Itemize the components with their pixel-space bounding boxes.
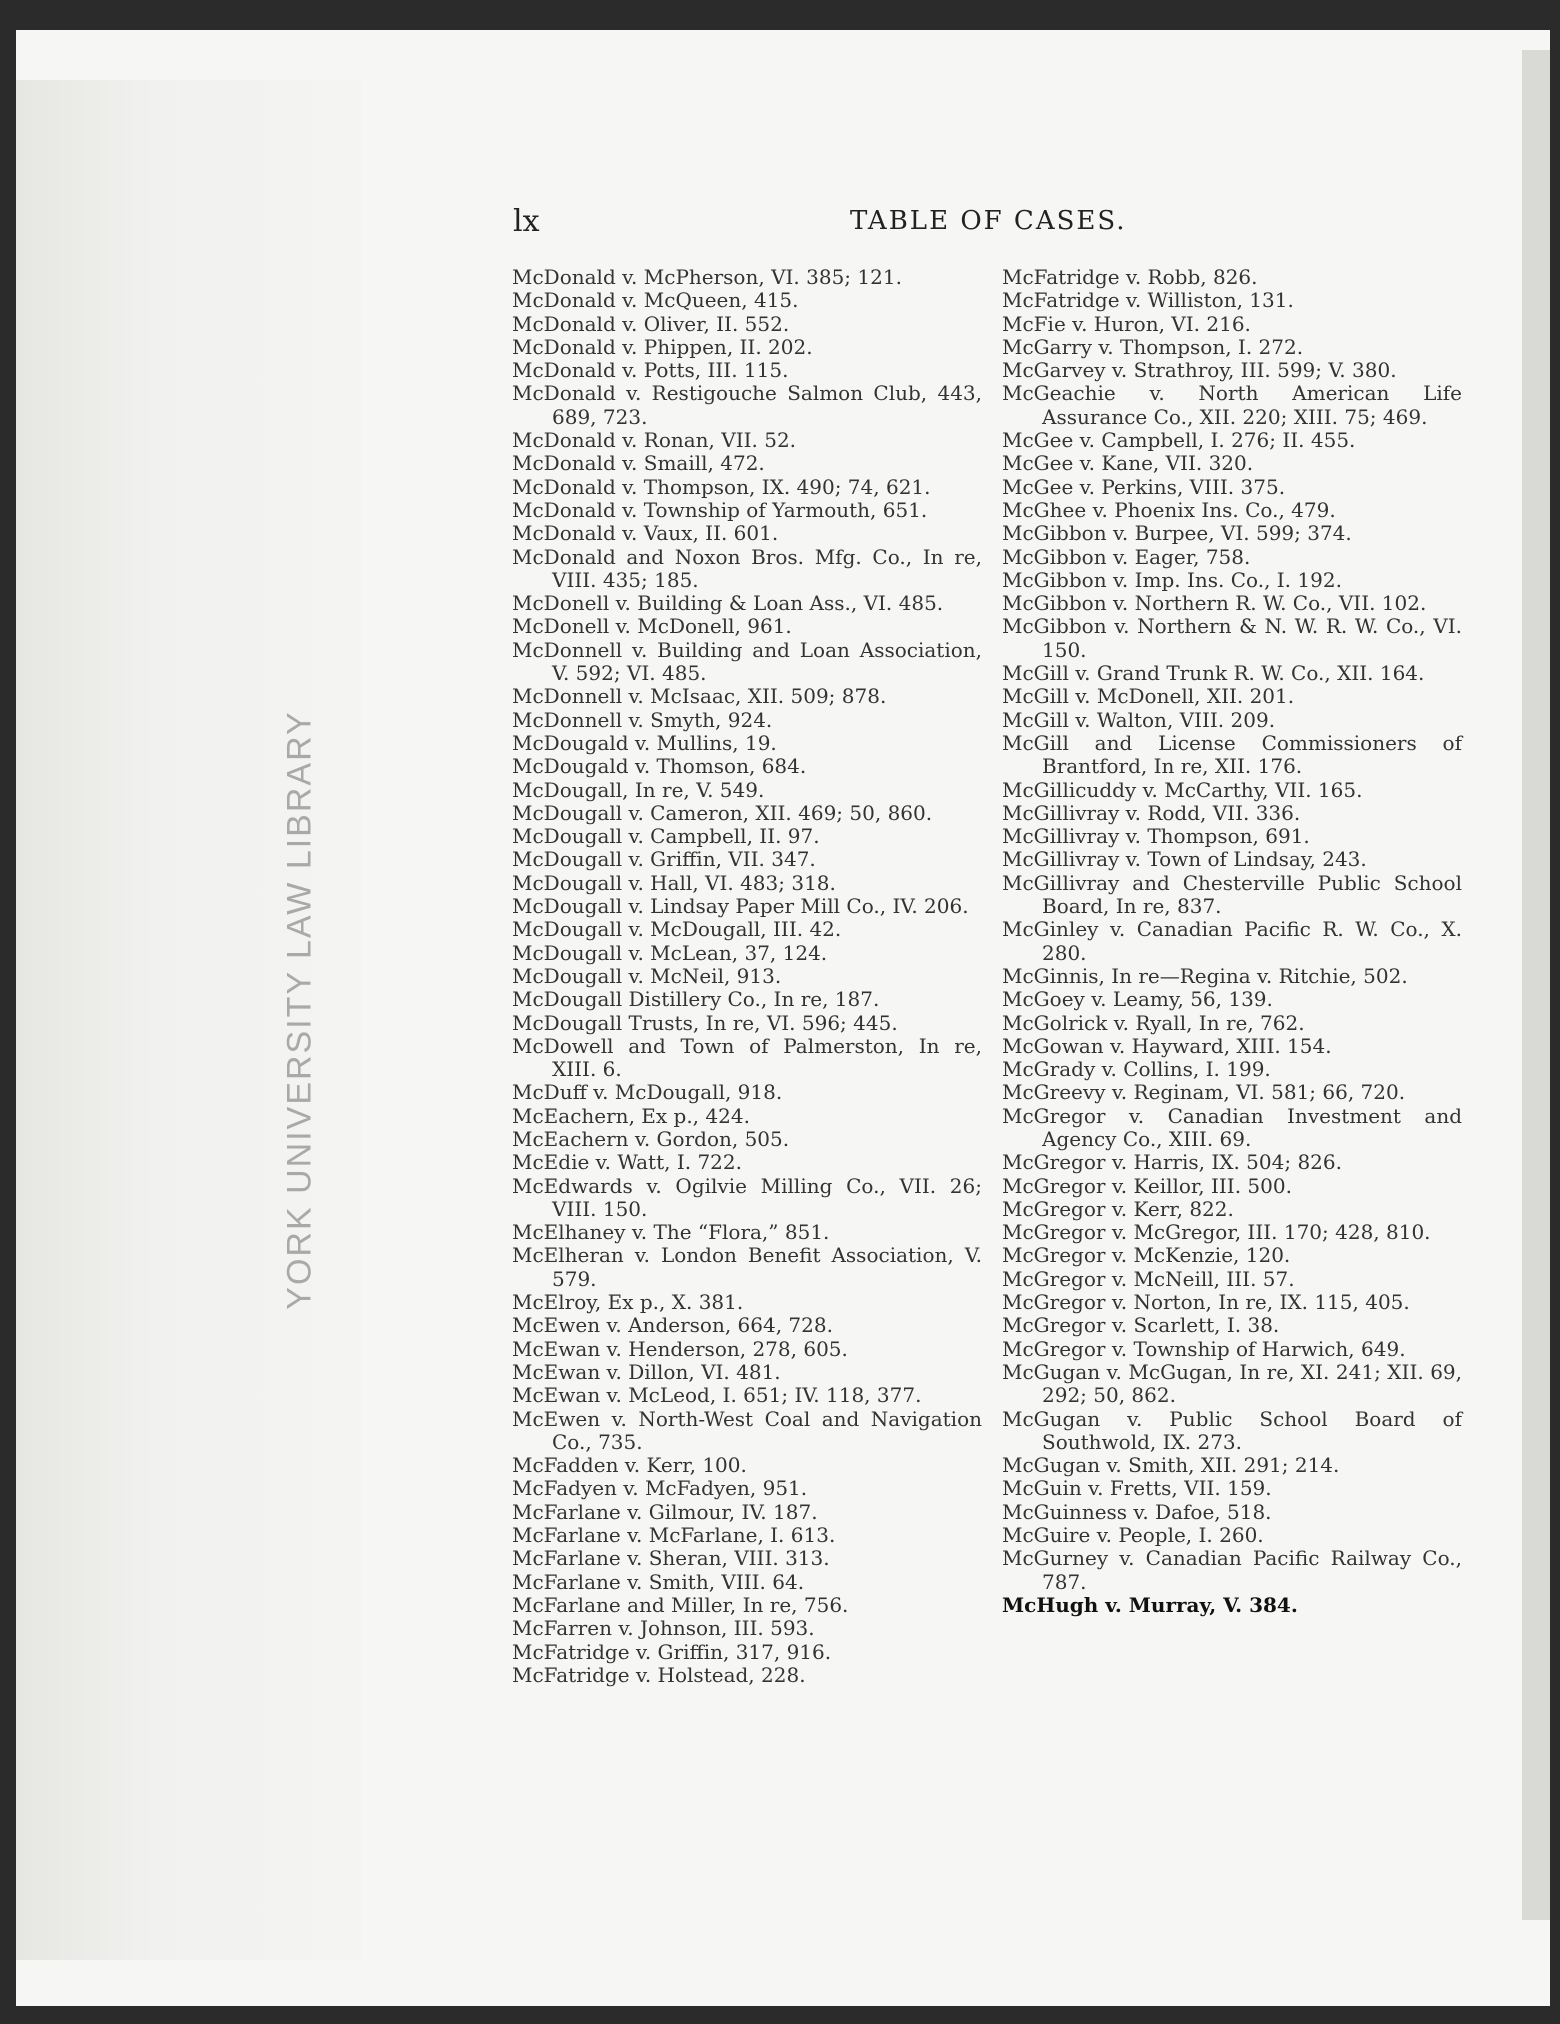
case-entry: McFarren v. Johnson, III. 593. [512, 1616, 815, 1641]
case-entry: McGarry v. Thompson, I. 272. [1002, 334, 1304, 359]
case-entry: McGuin v. Fretts, VII. 159. [1002, 1476, 1272, 1501]
case-entry: McGregor v. McNeill, III. 57. [1002, 1266, 1295, 1291]
case-entry: McGrady v. Collins, I. 199. [1002, 1057, 1271, 1082]
case-entry: McEwen v. Anderson, 664, 728. [512, 1313, 833, 1338]
case-entry: McFatridge v. Griffin, 317, 916. [512, 1639, 832, 1664]
case-entry: McDuff v. McDougall, 918. [512, 1080, 783, 1105]
case-entry: McGibbon v. Northern R. W. Co., VII. 102. [1002, 591, 1427, 616]
case-entry: McDonald v. Restigouche Salmon Club, 443, 689, 723. [512, 381, 982, 429]
case-entry: McGregor v. Canadian Investment and Agency Co., XIII. 69. [1002, 1103, 1462, 1151]
case-entry: McGregor v. McKenzie, 120. [1002, 1243, 1291, 1268]
case-entry: McGuire v. People, I. 260. [1002, 1523, 1264, 1548]
case-entry: McDonald v. Ronan, VII. 52. [512, 428, 797, 453]
case-entry: McGillivray v. Thompson, 691. [1002, 824, 1310, 849]
page-title: TABLE OF CASES. [850, 206, 1127, 236]
case-entry: McEwen v. North-West Coal and Navigation Co., 735. [512, 1406, 982, 1454]
case-entry: McDougall Distillery Co., In re, 187. [512, 987, 880, 1012]
case-entry: McFarlane v. Smith, VIII. 64. [512, 1569, 805, 1594]
case-entry: McGill v. Grand Trunk R. W. Co., XII. 164. [1002, 661, 1425, 686]
case-entry: McEachern, Ex p., 424. [512, 1103, 750, 1128]
case-entry: McGolrick v. Ryall, In re, 762. [1002, 1010, 1305, 1035]
case-entry: McGillivray v. Rodd, VII. 336. [1002, 800, 1301, 825]
case-entry: McFarlane v. Sheran, VIII. 313. [512, 1546, 830, 1571]
case-entry: McGreevy v. Reginam, VI. 581; 66, 720. [1002, 1080, 1406, 1105]
case-entry: McGill v. Walton, VIII. 209. [1002, 707, 1276, 732]
case-entry: McDonald v. Oliver, II. 552. [512, 311, 790, 336]
case-entry: McDonell v. Building & Loan Ass., VI. 485. [512, 591, 944, 616]
case-entry: McGuinness v. Dafoe, 518. [1002, 1499, 1272, 1524]
case-entry: McDougald v. Thomson, 684. [512, 754, 807, 779]
case-entry: McGregor v. Township of Harwich, 649. [1002, 1336, 1406, 1361]
case-entry: McGeachie v. North American Life Assurance Co., XII. 220; XIII. 75; 469. [1002, 381, 1462, 429]
case-entry: McEdwards v. Ogilvie Milling Co., VII. 26; VIII. 150. [512, 1173, 982, 1221]
case-entry: McGregor v. Scarlett, I. 38. [1002, 1313, 1280, 1338]
case-entry: McDougall v. Hall, VI. 483; 318. [512, 870, 836, 895]
case-entry: McGinley v. Canadian Pacific R. W. Co., X. 280. [1002, 917, 1462, 965]
case-entry: McDonald v. Smaill, 472. [512, 451, 765, 476]
case-entry: McGurney v. Canadian Pacific Railway Co., 787. [1002, 1546, 1462, 1594]
case-entry: McGibbon v. Northern & N. W. R. W. Co., VI. 150. [1002, 614, 1462, 662]
case-entry: McFarlane and Miller, In re, 756. [512, 1592, 849, 1617]
case-entry: McEdie v. Watt, I. 722. [512, 1150, 742, 1175]
case-entry: McDonell v. McDonell, 961. [512, 614, 792, 639]
case-entry: McEwan v. McLeod, I. 651; IV. 118, 377. [512, 1383, 922, 1408]
case-entry: McDonald v. Potts, III. 115. [512, 358, 789, 383]
right-column [1002, 266, 1462, 1617]
case-entry: McGoey v. Leamy, 56, 139. [1002, 987, 1273, 1012]
case-entry: McGee v. Kane, VII. 320. [1002, 451, 1254, 476]
case-entry: McFadden v. Kerr, 100. [512, 1453, 747, 1478]
case-entry: McEwan v. Dillon, VI. 481. [512, 1359, 781, 1384]
case-entry: McDonald v. Vaux, II. 601. [512, 521, 779, 546]
case-entry: McFie v. Huron, VI. 216. [1002, 311, 1251, 336]
case-entry: McFarlane v. McFarlane, I. 613. [512, 1523, 836, 1548]
case-entry: McElroy, Ex p., X. 381. [512, 1290, 744, 1315]
case-entry: McDougall v. McDougall, III. 42. [512, 917, 842, 942]
case-entry: McGregor v. Norton, In re, IX. 115, 405. [1002, 1290, 1410, 1315]
case-entry: McFatridge v. Holstead, 228. [512, 1662, 806, 1687]
case-entry: McDougald v. Mullins, 19. [512, 730, 777, 755]
case-entry: McGugan v. Public School Board of Southwold, IX. 273. [1002, 1406, 1462, 1454]
case-entry: McDonnell v. McIsaac, XII. 509; 878. [512, 684, 887, 709]
case-entry: McDonald and Noxon Bros. Mfg. Co., In re, VIII. 435; 185. [512, 544, 982, 592]
case-entry: McElheran v. London Benefit Association, V. 579. [512, 1243, 982, 1291]
case-entry: McDonnell v. Smyth, 924. [512, 707, 773, 732]
case-entry: McGarvey v. Strathroy, III. 599; V. 380. [1002, 358, 1397, 383]
case-entry: McFatridge v. Williston, 131. [1002, 288, 1294, 313]
case-entry: McGinnis, In re—Regina v. Ritchie, 502. [1002, 963, 1408, 988]
case-entry: McGugan v. McGugan, In re, XI. 241; XII. 69, 292; 50, 862. [1002, 1359, 1462, 1408]
case-entry: McDonald v. McPherson, VI. 385; 121. [512, 265, 902, 289]
case-entry: McGregor v. Harris, IX. 504; 826. [1002, 1150, 1342, 1175]
case-entry: McFarlane v. Gilmour, IV. 187. [512, 1499, 818, 1524]
case-entry: McDougall v. McLean, 37, 124. [512, 940, 828, 965]
case-entry: McGill and License Commissioners of Brantford, In re, XII. 176. [1002, 730, 1462, 779]
case-entry: McGillivray and Chesterville Public School Board, In re, 837. [1002, 870, 1462, 919]
case-entry: McGee v. Perkins, VIII. 375. [1002, 474, 1286, 499]
case-entry: McDougall Trusts, In re, VI. 596; 445. [512, 1010, 898, 1035]
case-entry: McGill v. McDonell, XII. 201. [1002, 684, 1295, 709]
case-entry: McEwan v. Henderson, 278, 605. [512, 1336, 848, 1361]
case-entry: McGhee v. Phoenix Ins. Co., 479. [1002, 497, 1336, 522]
case-entry: McGregor v. Keillor, III. 500. [1002, 1173, 1292, 1198]
case-entry: McGibbon v. Imp. Ins. Co., I. 192. [1002, 567, 1342, 592]
case-entry: McDonnell v. Building and Loan Association, V. 592; VI. 485. [512, 637, 982, 686]
page-number: lx [513, 204, 540, 239]
case-entry: McGibbon v. Burpee, VI. 599; 374. [1002, 521, 1352, 546]
case-entry: McGillivray v. Town of Lindsay, 243. [1002, 847, 1367, 872]
case-entry: McDonald v. Thompson, IX. 490; 74, 621. [512, 474, 931, 499]
case-entry: McDougall v. Campbell, II. 97. [512, 824, 820, 849]
case-entry: McGee v. Campbell, I. 276; II. 455. [1002, 428, 1356, 453]
case-entry: McGillicuddy v. McCarthy, VII. 165. [1002, 777, 1363, 802]
case-entry: McDougall v. Cameron, XII. 469; 50, 860. [512, 800, 933, 825]
case-entry: McGowan v. Hayward, XIII. 154. [1002, 1033, 1332, 1058]
case-entry: McDowell and Town of Palmerston, In re, XIII. 6. [512, 1033, 982, 1082]
right-page-edge [1522, 50, 1550, 1920]
case-entry: McGugan v. Smith, XII. 291; 214. [1002, 1453, 1340, 1478]
left-column [512, 266, 982, 1687]
case-entry: McFadyen v. McFadyen, 951. [512, 1476, 808, 1501]
case-entry: McGregor v. Kerr, 822. [1002, 1196, 1234, 1221]
case-entry: McDougall v. Griffin, VII. 347. [512, 847, 816, 872]
case-entry: McDougall, In re, V. 549. [512, 777, 765, 802]
case-entry: McGibbon v. Eager, 758. [1002, 544, 1251, 569]
case-entry: McDonald v. McQueen, 415. [512, 288, 799, 313]
case-entry: McDougall v. McNeil, 913. [512, 963, 782, 988]
case-entry: McGregor v. McGregor, III. 170; 428, 810. [1002, 1220, 1431, 1245]
case-entry: McEachern v. Gordon, 505. [512, 1126, 790, 1151]
case-entry: McHugh v. Murray, V. 384. [1002, 1592, 1298, 1617]
case-entry: McDonald v. Township of Yarmouth, 651. [512, 497, 928, 522]
library-stamp: YORK UNIVERSITY LAW LIBRARY [280, 710, 319, 1310]
case-entry: McDonald v. Phippen, II. 202. [512, 334, 813, 359]
case-entry: McDougall v. Lindsay Paper Mill Co., IV. 206. [512, 894, 969, 919]
case-entry: McFatridge v. Robb, 826. [1002, 265, 1258, 289]
case-entry: McElhaney v. The “Flora,” 851. [512, 1220, 830, 1245]
